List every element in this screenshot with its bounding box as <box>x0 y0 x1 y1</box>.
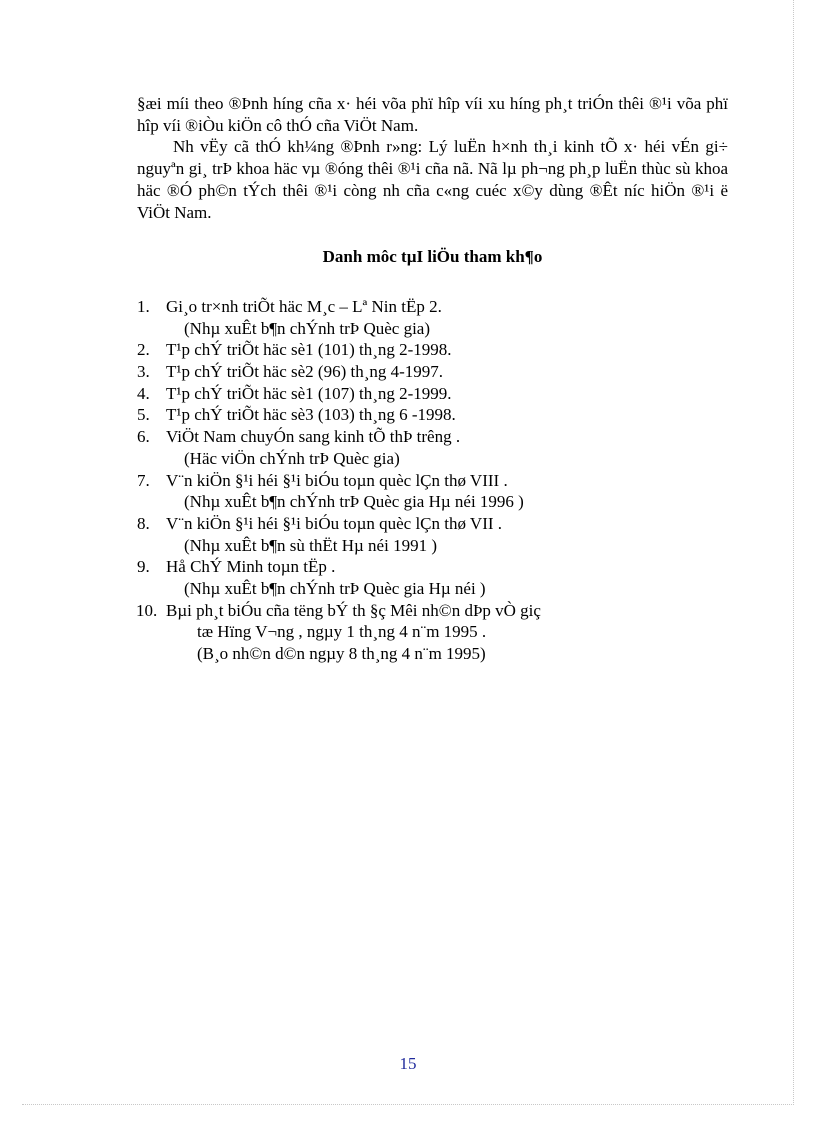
reference-item <box>137 600 728 665</box>
reference-title: Hå ChÝ Minh toµn tËp . <box>166 557 336 577</box>
reference-number: 7. <box>137 470 150 490</box>
reference-title: T¹p chÝ triÕt häc sè1 (107) th¸ng 2-1999. <box>166 383 452 403</box>
paragraph-conclusion: Nh vËy cã thÓ kh¼ng ®Þnh r»ng: Lý luËn h×nh th¸i kinh tÕ x· héi vÉn gi÷ nguyªn gi¸ trÞ khoa häc vµ ®óng thêi ®¹i cña nã. Nã lµ ph¬ng ph¸p luËn thùc sù khoa häc ®Ó ph©n tÝch thêi ®¹i còng nh cña c«ng cuéc x©y dùng ®Êt níc hiÖn ®¹i ë ViÖt Nam. <box>137 137 728 222</box>
reference-item <box>137 296 728 339</box>
reference-item <box>137 426 728 469</box>
reference-item <box>137 513 728 556</box>
reference-title: V¨n kiÖn §¹i héi §¹i biÓu toµn quèc lÇn thø VIII . <box>166 470 508 490</box>
reference-number: 6. <box>137 427 150 447</box>
reference-title: ViÖt Nam chuyÓn sang kinh tÕ thÞ trêng . <box>166 427 461 447</box>
reference-publisher: (Nhµ xuÊt b¶n chÝnh trÞ Quèc gia Hµ néi ) <box>184 579 486 599</box>
document-body <box>137 93 728 665</box>
reference-title: T¹p chÝ triÕt häc sè1 (101) th¸ng 2-1998. <box>166 340 452 360</box>
reference-publisher: (Nhµ xuÊt b¶n chÝnh trÞ Quèc gia Hµ néi 1996 ) <box>184 492 524 512</box>
reference-title: Gi¸o tr×nh triÕt häc M¸c – Lª Nin tËp 2. <box>166 296 442 316</box>
reference-item <box>137 556 728 599</box>
references-heading: Danh môc tµI liÖu tham kh¶o <box>322 247 543 267</box>
reference-publisher: (Häc viÖn chÝnh trÞ Quèc gia) <box>184 448 400 468</box>
reference-number: 4. <box>137 383 150 403</box>
reference-item <box>137 404 728 426</box>
reference-number: 8. <box>137 513 150 533</box>
reference-number: 10. <box>136 600 158 620</box>
page-border-bottom <box>22 1104 794 1105</box>
reference-title: Bµi ph¸t biÓu cña tëng bÝ th §ç Mêi nh©n dÞp vÒ giç <box>166 600 541 620</box>
reference-title: T¹p chÝ triÕt häc sè3 (103) th¸ng 6 -1998. <box>166 405 456 425</box>
reference-item <box>137 383 728 405</box>
reference-number: 2. <box>137 340 150 360</box>
reference-publisher: (B¸o nh©n d©n ngµy 8 th¸ng 4 n¨m 1995) <box>197 644 486 664</box>
reference-item <box>137 339 728 361</box>
reference-title: V¨n kiÖn §¹i héi §¹i biÓu toµn quèc lÇn thø VII . <box>166 513 503 533</box>
reference-number: 3. <box>137 362 150 382</box>
reference-number: 5. <box>137 405 150 425</box>
page-border-right <box>793 0 794 1105</box>
reference-number: 9. <box>137 557 150 577</box>
reference-publisher: (Nhµ xuÊt b¶n chÝnh trÞ Quèc gia) <box>184 318 431 338</box>
reference-title: T¹p chÝ triÕt häc sè2 (96) th¸ng 4-1997. <box>166 362 444 382</box>
paragraph-intro: §æi míi theo ®Þnh híng cña x· héi võa phï hîp víi xu híng ph¸t triÓn thêi ®¹i võa phï hîp víi ®iÒu kiÖn cô thÓ cña ViÖt Nam. <box>137 94 728 135</box>
reference-title-continued: tæ Hïng V¬ng , ngµy 1 th¸ng 4 n¨m 1995 . <box>197 622 487 642</box>
reference-item <box>137 470 728 513</box>
reference-item <box>137 361 728 383</box>
reference-number: 1. <box>137 296 150 316</box>
reference-publisher: (Nhµ xuÊt b¶n sù thËt Hµ néi 1991 ) <box>184 535 437 555</box>
references-list <box>137 296 728 665</box>
page-number: 15 <box>399 1054 417 1073</box>
